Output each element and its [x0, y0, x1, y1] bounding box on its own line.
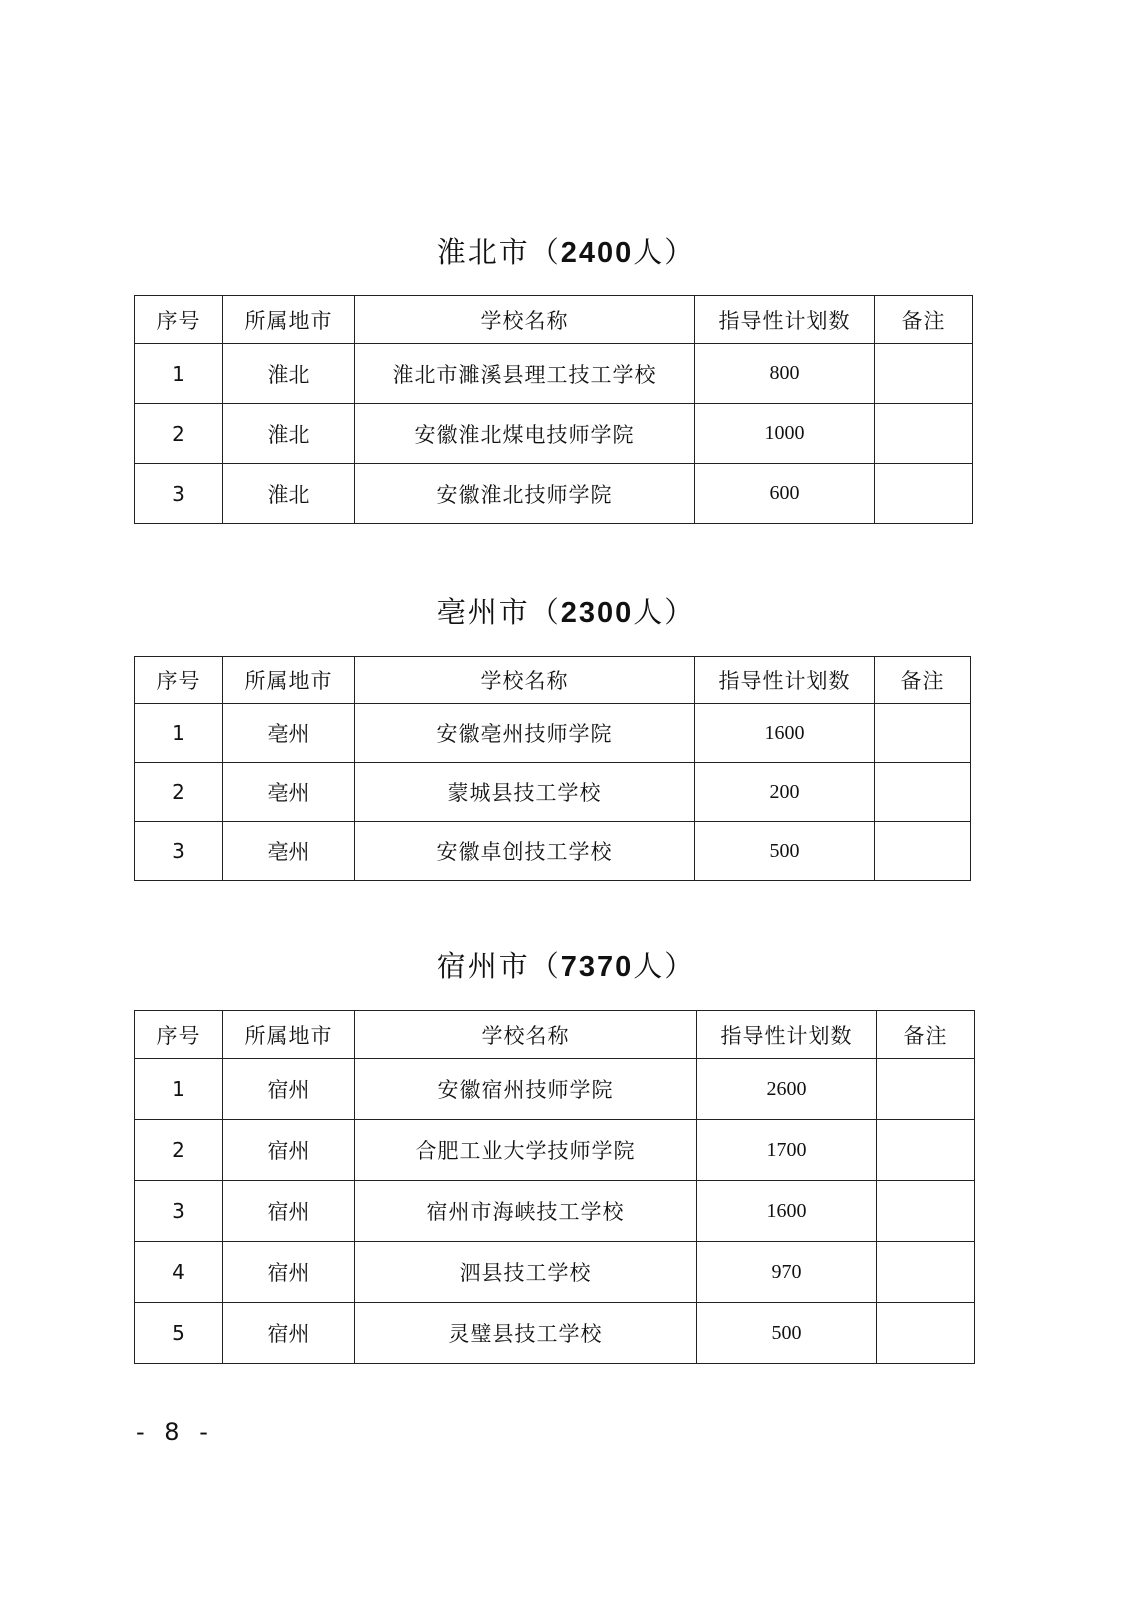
cell-city: 宿州 [223, 1242, 355, 1303]
cell-count: 1600 [695, 704, 875, 763]
cell-note [877, 1242, 975, 1303]
section-city-name: 淮北市（ [436, 235, 561, 269]
table-row [135, 763, 971, 822]
section-suffix: 人） [633, 595, 696, 629]
table-row [135, 344, 973, 404]
header-city: 所属地市 [223, 1011, 355, 1059]
section-total: 2300 [560, 597, 634, 629]
cell-note [875, 822, 971, 881]
cell-count: 970 [697, 1242, 877, 1303]
cell-school: 蒙城县技工学校 [355, 763, 695, 822]
cell-school: 泗县技工学校 [355, 1242, 697, 1303]
plan-table-bozhou [134, 656, 971, 881]
section-suffix: 人） [633, 235, 696, 269]
section-city-name: 亳州市（ [436, 595, 561, 629]
table-row [135, 464, 973, 524]
cell-city: 宿州 [223, 1059, 355, 1120]
cell-school: 安徽亳州技师学院 [355, 704, 695, 763]
cell-school: 安徽淮北煤电技师学院 [355, 404, 695, 464]
table-row [135, 704, 971, 763]
cell-count: 1600 [697, 1181, 877, 1242]
cell-count: 200 [695, 763, 875, 822]
table-row [135, 1181, 975, 1242]
table-row [135, 1120, 975, 1181]
table-header-row [135, 1011, 975, 1059]
section-title-suzhou [0, 946, 1132, 987]
header-school: 学校名称 [355, 296, 695, 344]
cell-city: 淮北 [223, 464, 355, 524]
page-number: - 8 - [136, 1418, 214, 1446]
cell-seq: 2 [135, 763, 223, 822]
header-plan: 指导性计划数 [695, 657, 875, 704]
cell-seq: 3 [135, 1181, 223, 1242]
header-school: 学校名称 [355, 1011, 697, 1059]
cell-school: 安徽淮北技师学院 [355, 464, 695, 524]
cell-seq: 1 [135, 344, 223, 404]
header-note: 备注 [875, 296, 973, 344]
cell-count: 600 [695, 464, 875, 524]
table-row [135, 822, 971, 881]
table-header-row [135, 657, 971, 704]
table-row [135, 1059, 975, 1120]
section-total: 2400 [560, 237, 634, 269]
section-title-huaibei [0, 232, 1132, 273]
cell-seq: 1 [135, 704, 223, 763]
cell-count: 500 [697, 1303, 877, 1364]
section-title-bozhou [0, 592, 1132, 633]
plan-table-suzhou [134, 1010, 975, 1364]
plan-table-huaibei [134, 295, 973, 524]
section-total: 7370 [560, 951, 634, 983]
cell-note [877, 1181, 975, 1242]
table-header-row [135, 296, 973, 344]
cell-city: 亳州 [223, 704, 355, 763]
header-school: 学校名称 [355, 657, 695, 704]
cell-city: 宿州 [223, 1303, 355, 1364]
cell-seq: 5 [135, 1303, 223, 1364]
cell-city: 淮北 [223, 404, 355, 464]
header-seq: 序号 [135, 1011, 223, 1059]
cell-count: 1700 [697, 1120, 877, 1181]
cell-note [877, 1303, 975, 1364]
cell-seq: 2 [135, 1120, 223, 1181]
header-city: 所属地市 [223, 296, 355, 344]
table-row [135, 404, 973, 464]
cell-school: 宿州市海峡技工学校 [355, 1181, 697, 1242]
header-seq: 序号 [135, 296, 223, 344]
cell-school: 淮北市濉溪县理工技工学校 [355, 344, 695, 404]
cell-note [877, 1120, 975, 1181]
cell-school: 安徽卓创技工学校 [355, 822, 695, 881]
cell-city: 亳州 [223, 763, 355, 822]
cell-seq: 4 [135, 1242, 223, 1303]
cell-count: 1000 [695, 404, 875, 464]
table-row [135, 1242, 975, 1303]
cell-note [875, 704, 971, 763]
header-note: 备注 [875, 657, 971, 704]
cell-city: 亳州 [223, 822, 355, 881]
cell-school: 灵璧县技工学校 [355, 1303, 697, 1364]
header-seq: 序号 [135, 657, 223, 704]
header-plan: 指导性计划数 [697, 1011, 877, 1059]
cell-school: 安徽宿州技师学院 [355, 1059, 697, 1120]
cell-school: 合肥工业大学技师学院 [355, 1120, 697, 1181]
table-row [135, 1303, 975, 1364]
header-plan: 指导性计划数 [695, 296, 875, 344]
section-city-name: 宿州市（ [436, 949, 561, 983]
cell-seq: 1 [135, 1059, 223, 1120]
cell-note [875, 763, 971, 822]
cell-city: 宿州 [223, 1181, 355, 1242]
section-suffix: 人） [633, 949, 696, 983]
cell-seq: 2 [135, 404, 223, 464]
header-city: 所属地市 [223, 657, 355, 704]
cell-count: 2600 [697, 1059, 877, 1120]
cell-city: 淮北 [223, 344, 355, 404]
cell-seq: 3 [135, 464, 223, 524]
cell-note [875, 404, 973, 464]
header-note: 备注 [877, 1011, 975, 1059]
cell-count: 800 [695, 344, 875, 404]
cell-city: 宿州 [223, 1120, 355, 1181]
cell-count: 500 [695, 822, 875, 881]
cell-note [877, 1059, 975, 1120]
cell-note [875, 464, 973, 524]
cell-seq: 3 [135, 822, 223, 881]
cell-note [875, 344, 973, 404]
